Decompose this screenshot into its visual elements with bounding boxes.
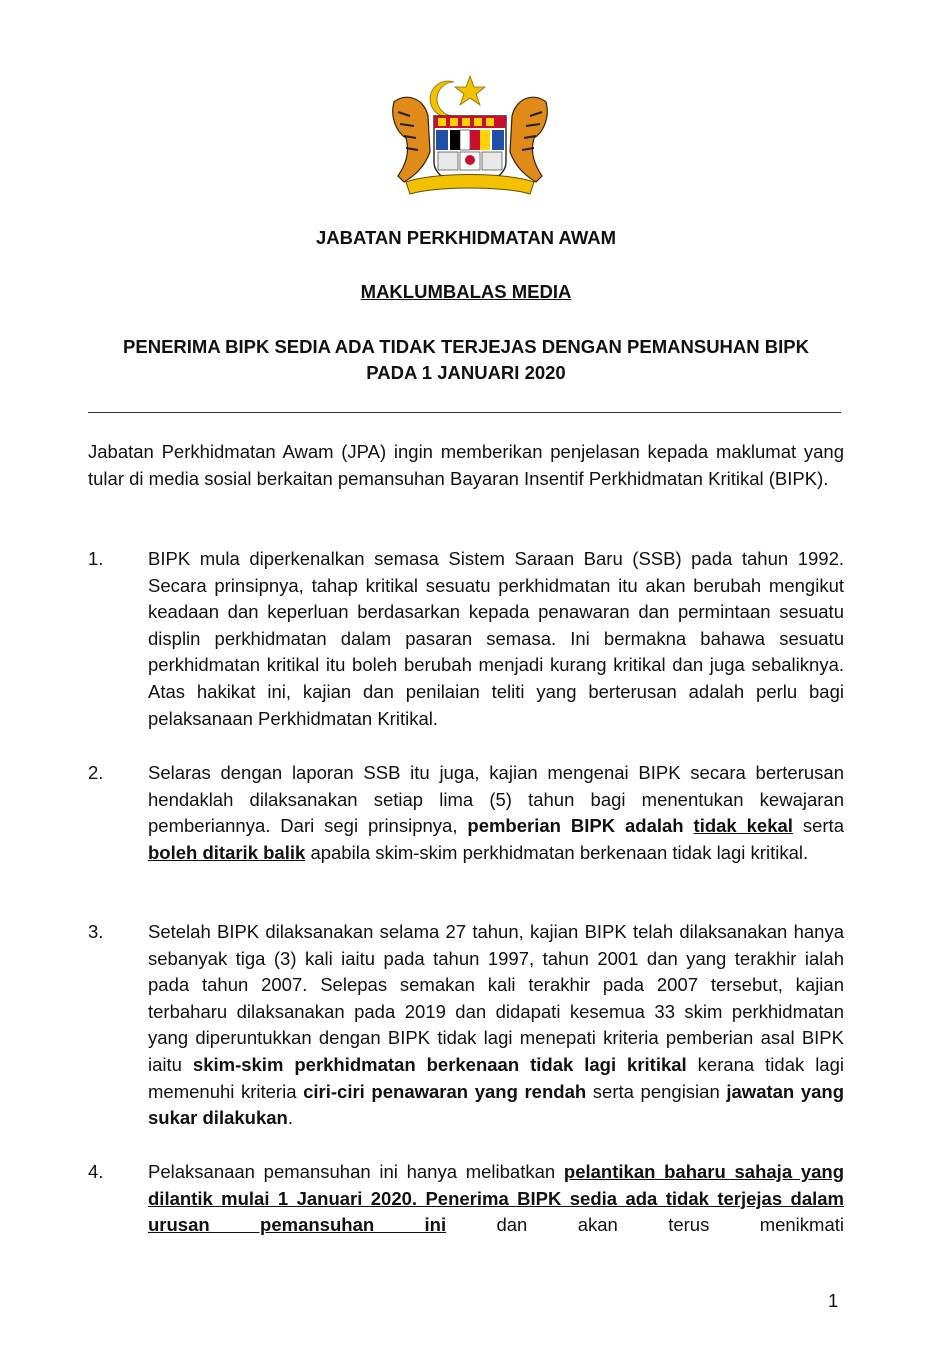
- page-number: 1: [828, 1290, 839, 1311]
- text-segment: Setelah BIPK dilaksanakan selama 27 tahun, kajian BIPK telah dilaksanakan hanya sebanyak tiga (3) kali iaitu pada tahun 1997, tahun 2001 dan yang terakhir ialah pada tahun 2007. Selepas semakan kali terakhir pada 2007 tersebut, kajian terbaharu dilaksanakan pada 2019 dan didapati kesemua 33 skim perkhidmatan yang diperuntukkan dengan BIPK tidak lagi menepati kriteria pemberian asal BIPK iaitu: [148, 921, 844, 1075]
- paragraph-text: BIPK mula diperkenalkan semasa Sistem Saraan Baru (SSB) pada tahun 1992. Secara prinsipnya, tahap kritikal sesuatu perkhidmatan itu akan berubah mengikut keadaan dan keperluan berdasarkan kepada penawaran dan permintaan sesuatu displin perkhidmatan dalam pasaran semasa. Ini bermakna bahawa sesuatu perkhidmatan kritikal itu boleh berubah menjadi kurang kritikal dan juga sebaliknya. Atas hakikat ini, kajian dan penilaian teliti yang berterusan adalah perlu bagi pelaksanaan Perkhidmatan Kritikal.: [148, 548, 844, 729]
- text-segment: Selaras dengan laporan SSB itu juga, kajian mengenai BIPK secara berterusan hendaklah dilaksanakan setiap lima (5) tahun bagi menentukan kewajaran pemberiannya. Dari segi prinsipnya,: [148, 762, 844, 837]
- coat-of-arms-emblem: [384, 72, 556, 200]
- text-segment: serta pengisian: [592, 1080, 720, 1102]
- bold-text: ciri-ciri penawaran yang rendah: [303, 1080, 587, 1102]
- text-segment: apabila skim-skim perkhidmatan berkenaan tidak lagi kritikal.: [310, 841, 809, 863]
- bold-text: pemberian BIPK adalah: [467, 815, 684, 837]
- title-line-2: PADA 1 JANUARI 2020: [366, 362, 566, 383]
- title-line-1: PENERIMA BIPK SEDIA ADA TIDAK TERJEJAS DENGAN PEMANSUHAN BIPK: [123, 336, 809, 357]
- bold-underlined-text: boleh ditarik balik: [148, 841, 306, 863]
- document-title: [88, 334, 844, 386]
- horizontal-divider: [88, 412, 841, 413]
- organization-heading: JABATAN PERKHIDMATAN AWAM: [315, 227, 617, 248]
- paragraph-number: 4.: [88, 1161, 104, 1182]
- text-segment: Pelaksanaan pemansuhan ini hanya melibatkan: [148, 1161, 556, 1182]
- bold-underlined-text: tidak kekal: [693, 815, 793, 837]
- paragraph-text: [148, 1159, 844, 1239]
- paragraph-text: [148, 760, 844, 866]
- bold-underlined-text: pelantikan baharu sahaja yang dilantik mulai 1 Januari 2020. Penerima BIPK sedia ada tidak terjejas dalam urusan pemansuhan ini: [148, 1161, 844, 1236]
- paragraph-number: 3.: [88, 921, 104, 942]
- text-segment: kerana tidak lagi memenuhi kriteria: [148, 1053, 844, 1102]
- paragraph-number: 1.: [88, 548, 104, 569]
- paragraph-number: 2.: [88, 762, 104, 783]
- document-type-heading: MAKLUMBALAS MEDIA: [360, 281, 572, 302]
- intro-paragraph: Jabatan Perkhidmatan Awam (JPA) ingin memberikan penjelasan kepada maklumat yang tular di media sosial berkaitan pemansuhan Bayaran Insentif Perkhidmatan Kritikal (BIPK).: [88, 441, 844, 489]
- text-segment: serta: [802, 815, 844, 837]
- text-segment: dan akan terus menikmati: [496, 1214, 844, 1236]
- bold-text: skim-skim perkhidmatan berkenaan tidak lagi kritikal: [192, 1053, 687, 1075]
- bold-text: jawatan yang sukar dilakukan: [148, 1080, 845, 1129]
- text-segment: .: [287, 1107, 293, 1129]
- paragraph-text: [148, 919, 844, 1132]
